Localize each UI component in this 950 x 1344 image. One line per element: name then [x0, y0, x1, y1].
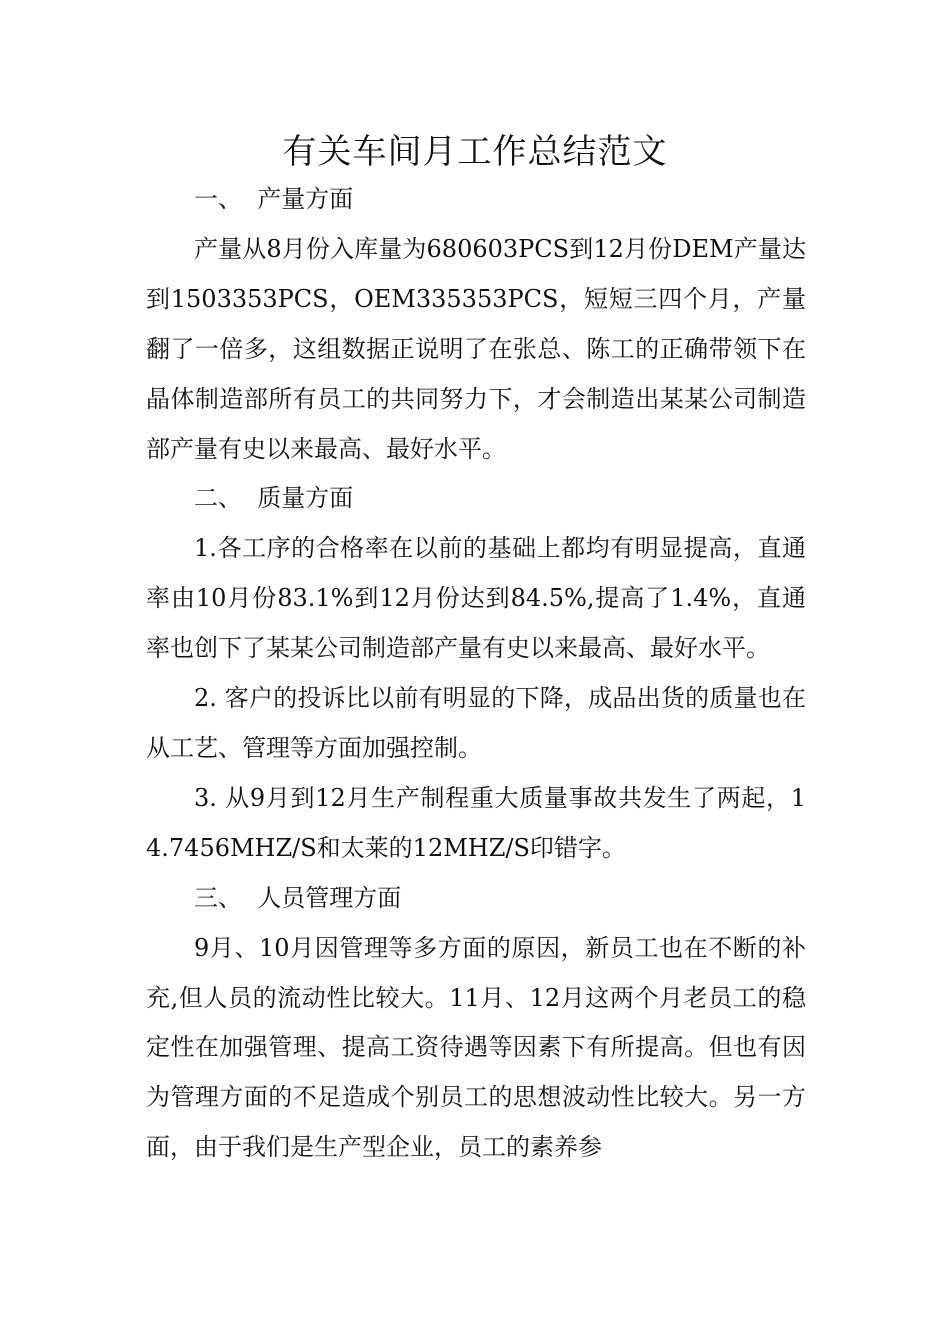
paragraph-quality-3: 3. 从9月到12月生产制程重大质量事故共发生了两起，14.7456MHZ/S和太莱的12MHZ/S印错字。	[146, 783, 806, 862]
section-heading-personnel: 三、 人员管理方面	[194, 883, 402, 912]
paragraph-quality-1: 1.各工序的合格率在以前的基础上都均有明显提高，直通率由10月份83.1%到12月份达到84.5%,提高了1.4%，直通率也创下了某某公司制造部产量有史以来最高、最好水平。	[146, 534, 806, 663]
section-heading-output: 一、 产量方面	[194, 185, 354, 213]
paragraph-quality-2: 2. 客户的投诉比以前有明显的下降，成品出货的质量也在从工艺、管理等方面加强控制。	[146, 684, 806, 762]
paragraph-output: 产量从8月份入库量为680603PCS到12月份DEM产量达到1503353PCS，OEM335353PCS，短短三四个月，产量翻了一倍多，这组数据正说明了在张总、陈工的正确带领下在晶体制造部所有员工的共同努力下，才会制造出某某公司制造部产量有史以来最高、最好水平。	[146, 234, 806, 463]
section-heading-quality: 二、 质量方面	[194, 484, 354, 513]
document-title: 有关车间月工作总结范文	[282, 132, 668, 172]
paragraph-personnel: 9月、10月因管理等多方面的原因，新员工也在不断的补充,但人员的流动性比较大。11月、12月这两个月老员工的稳定性在加强管理、提高工资待遇等因素下有所提高。但也有因为管理方面的不足造成个别员工的思想波动性比较大。另一方面，由于我们是生产型企业，员工的素养参	[146, 933, 806, 1162]
document-body	[146, 175, 806, 1173]
